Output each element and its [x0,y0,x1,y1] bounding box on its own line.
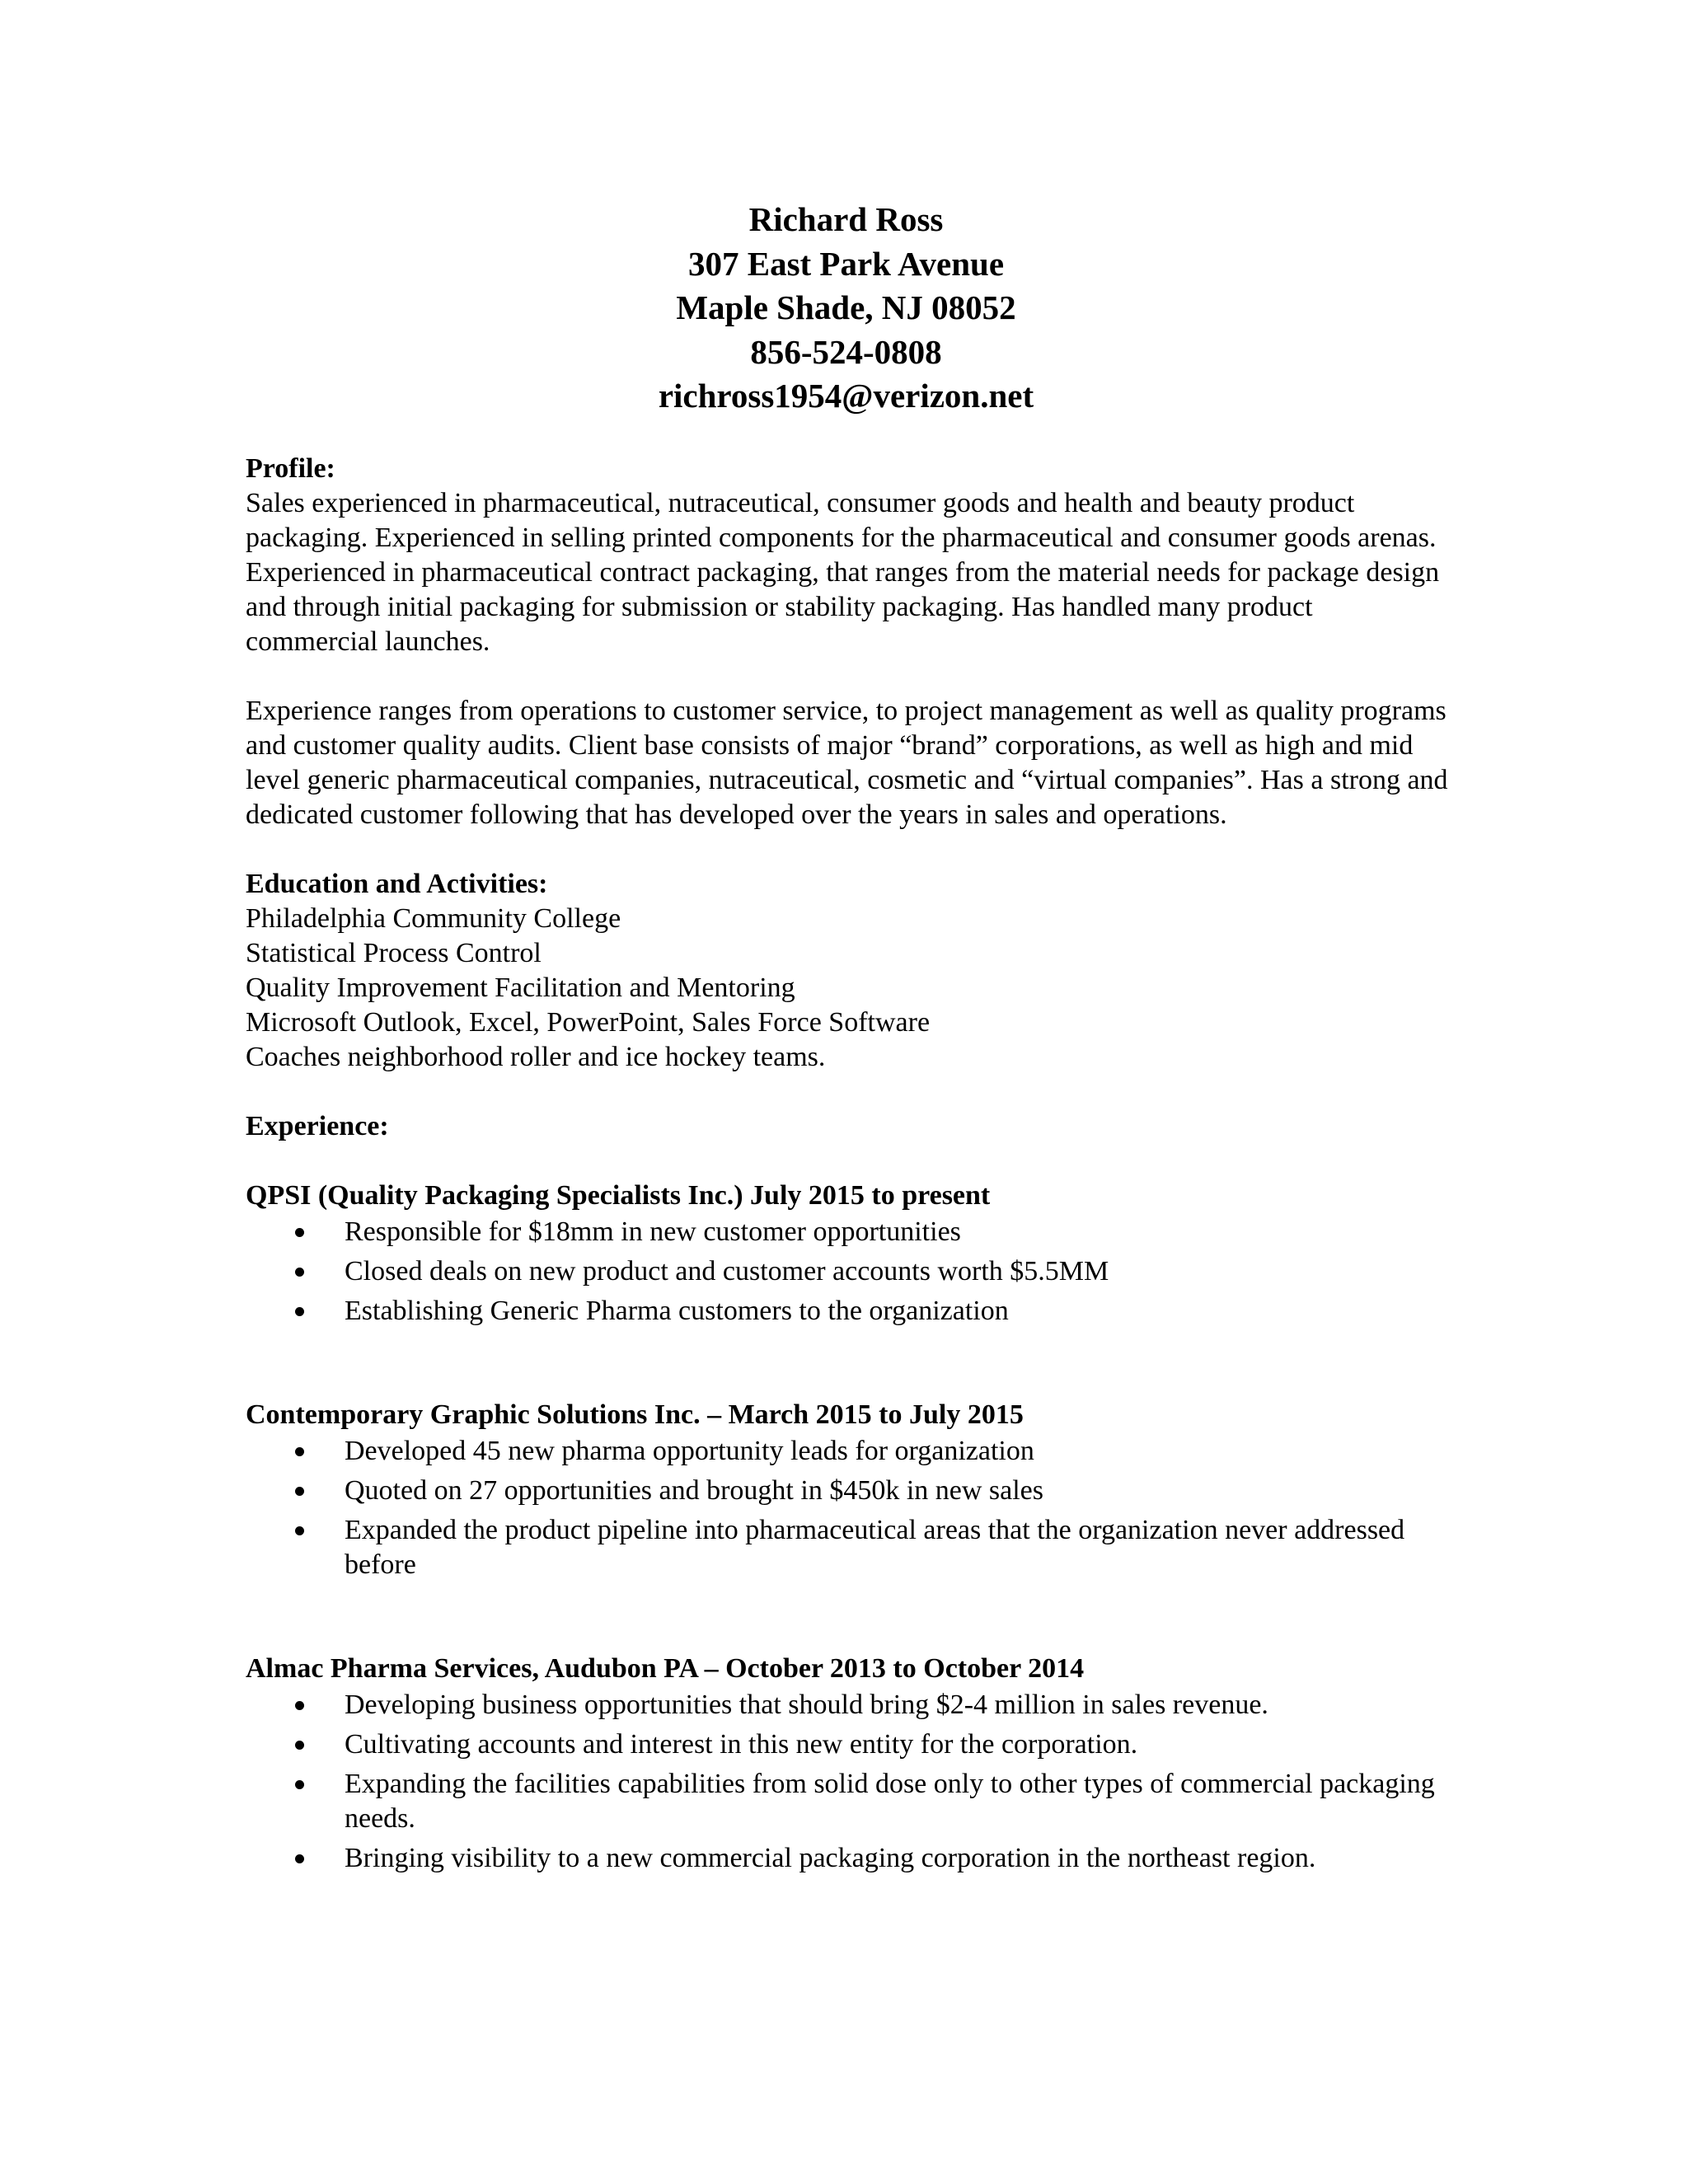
job-bullet-text: Establishing Generic Pharma customers to the organization [345,1295,1009,1326]
job-bullet-text: Developed 45 new pharma opportunity leads for organization [345,1435,1034,1466]
job-bullet-text: Expanding the facilities capabilities from solid dose only to other types of commercial packaging needs. [345,1768,1435,1834]
job-bullet [246,1513,1449,1582]
bullet-dot-icon [295,1854,304,1863]
bullet-dot-icon [295,1741,304,1750]
education-item: Microsoft Outlook, Excel, PowerPoint, Sales Force Software [246,1006,931,1038]
job-bullet [246,1294,1449,1329]
experience-section [246,1109,1449,1876]
bullet-dot-icon [295,1701,304,1710]
job-bullet [246,1727,1449,1762]
job-bullet [246,1841,1449,1876]
job-bullet-text: Quoted on 27 opportunities and brought in $450k in new sales [345,1474,1044,1506]
job-entry-contemporary-graphic [246,1398,1449,1582]
bullet-dot-icon [295,1780,304,1789]
education-heading: Education and Activities: [246,868,548,899]
job-bullet-list [246,1434,1449,1582]
job-bullet [246,1434,1449,1469]
job-bullet-text: Closed deals on new product and customer accounts worth $5.5MM [345,1255,1109,1286]
job-title: Almac Pharma Services, Audubon PA – October 2013 to October 2014 [246,1652,1085,1684]
job-entry-almac [246,1652,1449,1876]
bullet-dot-icon [295,1447,304,1456]
job-bullet-text: Expanded the product pipeline into pharmaceutical areas that the organization never addressed before [345,1514,1405,1580]
profile-paragraph-2: Experience ranges from operations to customer service, to project management as well as quality programs and customer quality audits. Client base consists of major “brand” corporations, as well as high and mid level generic pharmaceutical companies, nutraceutical, cosmetic and “virtual companies”. Has a strong and dedicated customer following that has developed over the years in sales and operations. [246,695,1448,830]
phone-number: 856-524-0808 [750,332,942,371]
bullet-dot-icon [295,1526,304,1535]
education-section [246,867,1449,1075]
job-bullet [246,1254,1449,1289]
job-entry-qpsi [246,1179,1449,1329]
job-bullet-text: Cultivating accounts and interest in this new entity for the corporation. [345,1728,1138,1760]
job-bullet [246,1688,1449,1722]
profile-heading: Profile: [246,452,335,484]
job-bullet [246,1767,1449,1836]
candidate-name: Richard Ross [748,200,944,238]
resume-page [246,198,1449,1881]
education-item: Coaches neighborhood roller and ice hockey teams. [246,1041,826,1072]
city-state-zip: Maple Shade, NJ 08052 [676,288,1016,326]
bullet-dot-icon [295,1487,304,1496]
job-bullet-text: Developing business opportunities that should bring $2-4 million in sales revenue. [345,1689,1268,1720]
job-title: Contemporary Graphic Solutions Inc. – March 2015 to July 2015 [246,1399,1024,1430]
bullet-dot-icon [295,1268,304,1277]
education-item: Quality Improvement Facilitation and Mentoring [246,972,795,1003]
job-bullet-list [246,1688,1449,1876]
bullet-dot-icon [295,1307,304,1316]
job-bullet-list [246,1215,1449,1329]
job-bullet [246,1474,1449,1508]
job-bullet [246,1215,1449,1249]
experience-heading: Experience: [246,1110,389,1141]
job-title: QPSI (Quality Packaging Specialists Inc.) July 2015 to present [246,1179,991,1211]
education-item: Philadelphia Community College [246,902,621,934]
email-address: richross1954@verizon.net [658,377,1034,415]
job-bullet-text: Responsible for $18mm in new customer opportunities [345,1216,961,1247]
bullet-dot-icon [295,1228,304,1237]
contact-header [243,198,1449,419]
profile-paragraph-1: Sales experienced in pharmaceutical, nutraceutical, consumer goods and health and beauty product packaging. Experienced in selling printed components for the pharmaceutical and consumer goods arenas. Experienced in pharmaceutical contract packaging, that ranges from the material needs for package design and through initial packaging for submission or stability packaging. Has handled many product commercial launches. [246,487,1440,657]
job-bullet-text: Bringing visibility to a new commercial packaging corporation in the northeast region. [345,1842,1316,1873]
education-item: Statistical Process Control [246,937,542,968]
profile-section [246,452,1449,832]
street-address: 307 East Park Avenue [687,244,1005,283]
